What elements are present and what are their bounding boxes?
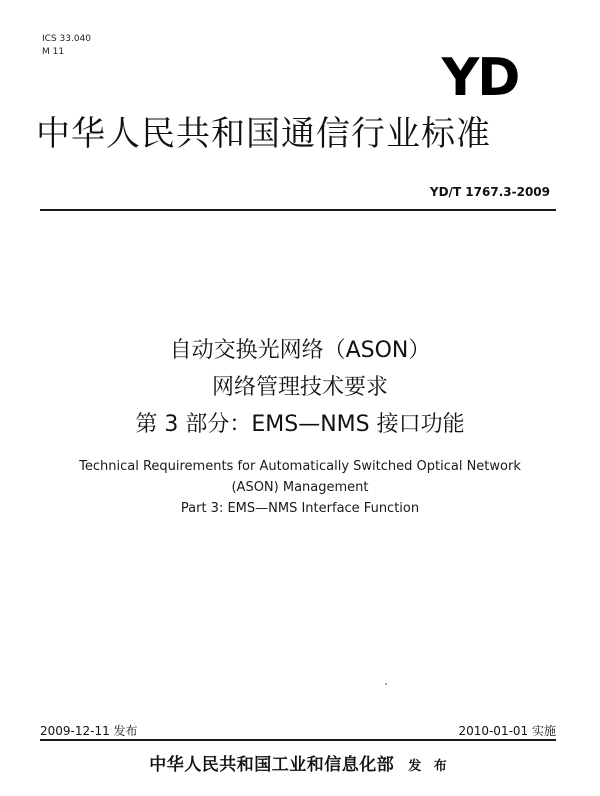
standard-title: 中华人民共和国通信行业标准 — [36, 114, 491, 154]
bottom-divider — [40, 739, 556, 741]
scan-speck — [385, 683, 387, 685]
publisher-line — [40, 750, 560, 775]
ics-code: ICS 33.040 — [42, 34, 92, 44]
document-title-en — [40, 456, 560, 519]
publisher-name: 中华人民共和国工业和信息化部 — [149, 755, 395, 775]
classification-codes — [42, 33, 91, 59]
title-en-line: (ASON) Management — [231, 480, 369, 495]
effective-date: 2010-01-01 实施 — [458, 724, 556, 738]
title-zh-line: 第 3 部分：EMS—NMS 接口功能 — [135, 412, 465, 437]
title-en-line: Part 3: EMS—NMS Interface Function — [180, 501, 420, 516]
top-divider — [40, 209, 556, 211]
document-title-zh — [40, 332, 560, 443]
yd-logo: YD — [441, 48, 519, 108]
standard-number: YD/T 1767.3-2009 — [429, 185, 550, 199]
title-zh-line: 网络管理技术要求 — [211, 375, 388, 400]
class-code: M 11 — [42, 47, 65, 57]
title-zh-line: 自动交换光网络（ASON） — [169, 338, 431, 363]
title-en-line: Technical Requirements for Automatically Switched Optical Network — [79, 459, 521, 474]
publish-word: 发 布 — [408, 759, 451, 774]
issue-date: 2009-12-11 发布 — [40, 724, 138, 738]
